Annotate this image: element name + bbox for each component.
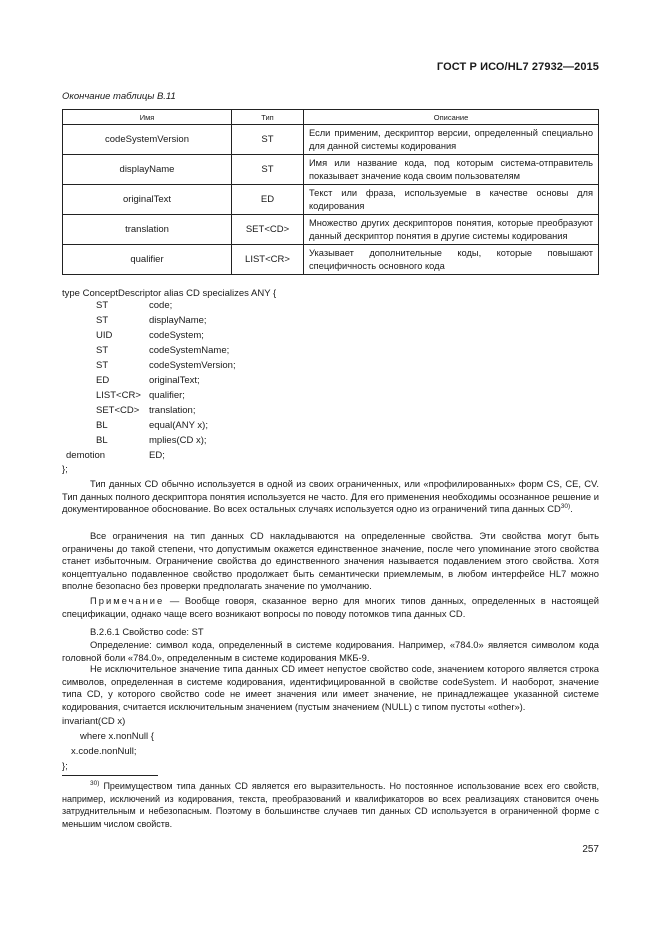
- attributes-table: [62, 109, 599, 275]
- row-type: ST: [232, 155, 304, 185]
- footnote-mark: 30): [90, 780, 100, 787]
- demotion-line: [0, 450, 560, 465]
- attribute-line: [0, 360, 560, 375]
- column-header-description: Описание: [304, 110, 599, 125]
- row-type: SET<CD>: [232, 215, 304, 245]
- attribute-name: translation;: [149, 405, 196, 416]
- attribute-name: qualifier;: [149, 390, 185, 401]
- note-text: — Вообще говоря, сказанное верно для многих типов данных, определенных в настоящей спецификации, однако чаще всего возникают вопросы по поводу потомков типа данных CD.: [62, 595, 599, 619]
- row-type: LIST<CR>: [232, 245, 304, 275]
- attribute-line: [0, 315, 560, 330]
- footnote-text: Преимуществом типа данных CD является его выразительность. Но постоянное использование всех его свойств, например, исключений из кодирования, текста, преобразований и квалификаторов во всех реализациях становится очень затруднительным и небезопасным. Поэтому в большинстве случаев тип данных CD используется в ограниченной форме с меньшим числом свойств.: [62, 781, 599, 829]
- table-row: [63, 245, 599, 275]
- row-description: Если применим, дескриптор версии, определенный специально для данной системы кодирования: [304, 125, 599, 155]
- attribute-name: codeSystemName;: [149, 345, 230, 356]
- row-description: Указывает дополнительные коды, которые повышают специфичность основного кода: [304, 245, 599, 275]
- attribute-type: UID: [96, 330, 113, 341]
- row-description: Имя или название кода, под которым система-отправитель показывает значение кода своим пользователям: [304, 155, 599, 185]
- row-description: Текст или фраза, используемые в качестве основы для кодирования: [304, 185, 599, 215]
- row-name: codeSystemVersion: [63, 125, 232, 155]
- type-declaration-close: };: [62, 464, 68, 475]
- table-header-row: [63, 110, 599, 125]
- table-row: [63, 125, 599, 155]
- attribute-name: displayName;: [149, 315, 207, 326]
- type-declaration-header: type ConceptDescriptor alias CD specializes ANY {: [62, 288, 277, 299]
- attribute-type: ST: [96, 315, 109, 326]
- table-row: [63, 215, 599, 245]
- invariant-line-1: invariant(CD x): [62, 716, 126, 727]
- attribute-name: codeSystemVersion;: [149, 360, 236, 371]
- attribute-line: [0, 390, 560, 405]
- paragraph-end: .: [570, 503, 573, 515]
- paragraph-restrictions: Все ограничения на тип данных CD накладываются на определенные свойства. Эти свойства могут быть ограничены до такой степени, что допустимым окажется единственное значение, после чего упоминание этого свойства станет избыточным. Ограничение свойства до единственного значения называется подавлением этого свойства. Хотя концептуально подавленное свойство продолжает быть семантически приемлемым, в любом интерфейсе HL7 можно вполне безопасно без проверки предполагать значение по умолчанию.: [62, 530, 599, 592]
- table-row: [63, 185, 599, 215]
- attribute-type: SET<CD>: [96, 405, 140, 416]
- attribute-type: ST: [96, 300, 109, 311]
- attribute-name: code;: [149, 300, 173, 311]
- row-type: ST: [232, 125, 304, 155]
- row-description: Множество других дескрипторов понятия, которые преобразуют данный дескриптор понятия в другие системы кодирования: [304, 215, 599, 245]
- attribute-type: LIST<CR>: [96, 390, 141, 401]
- section-heading: В.2.6.1 Свойство code: ST: [90, 626, 204, 637]
- attribute-type: ST: [96, 345, 109, 356]
- attribute-name: equal(ANY x);: [149, 420, 208, 431]
- row-type: ED: [232, 185, 304, 215]
- note-label: Примечание: [90, 595, 165, 606]
- attribute-type: ST: [96, 360, 109, 371]
- attribute-line: [0, 345, 560, 360]
- attribute-name: codeSystem;: [149, 330, 204, 341]
- paragraph-cd-usage: [62, 478, 599, 516]
- footnote-reference: 30): [560, 503, 571, 511]
- footnote-divider: [62, 775, 158, 776]
- type-declaration-body: [0, 300, 600, 475]
- row-name: translation: [63, 215, 232, 245]
- attribute-type: BL: [96, 420, 108, 431]
- footnote: [62, 780, 599, 830]
- row-name: qualifier: [63, 245, 232, 275]
- attribute-type: BL: [96, 435, 108, 446]
- paragraph-text: Тип данных CD обычно используется в одной из своих ограниченных, или «профилированных» форм CS, CE, CV. Тип данных полного дескриптора понятия используется не часто. Для его применения необходимы осознанное решение и документированное обоснование. Во всех остальных случаях используется одно из ограничений типа данных CD: [62, 478, 599, 515]
- attribute-line: [0, 420, 560, 435]
- column-header-name: Имя: [63, 110, 232, 125]
- invariant-line-3: x.code.nonNull;: [71, 746, 137, 757]
- page-number: 257: [582, 844, 599, 855]
- attribute-line: [0, 405, 560, 420]
- column-header-type: Тип: [232, 110, 304, 125]
- attribute-line: [0, 375, 560, 390]
- table-caption: Окончание таблицы В.11: [62, 91, 176, 102]
- attribute-type: ED: [96, 375, 110, 386]
- attribute-name: mplies(CD x);: [149, 435, 207, 446]
- attribute-line: [0, 330, 560, 345]
- attribute-name: originalText;: [149, 375, 200, 386]
- row-name: originalText: [63, 185, 232, 215]
- invariant-line-2: where x.nonNull {: [80, 731, 154, 742]
- attribute-line: [0, 435, 560, 450]
- document-header: ГОСТ Р ИСО/HL7 27932—2015: [436, 61, 599, 73]
- demotion-label: demotion: [66, 450, 106, 461]
- paragraph-definition: Определение: символ кода, определенный в системе кодирования. Например, «784.0» является символом кода головной боли «784.0», определенным в системе кодирования МКБ-9.: [62, 639, 599, 663]
- attribute-line: [0, 300, 560, 315]
- paragraph-exceptional-value: Не исключительное значение типа данных CD имеет непустое свойство code, значением которого является строка символов, определенная в системе кодирования, идентифицированной в свойстве codeSystem. И наоборот, значение типа CD, у которого свойство code не имеет значения или имеет значение, не принадлежащее указанной системе кодирования, считается исключительным значением (пустым значением (NULL) с типом пустоты «other»).: [62, 663, 599, 712]
- row-name: displayName: [63, 155, 232, 185]
- demotion-value: ED;: [149, 450, 165, 461]
- note-paragraph: [62, 595, 599, 620]
- invariant-line-4: };: [62, 761, 68, 772]
- table-row: [63, 155, 599, 185]
